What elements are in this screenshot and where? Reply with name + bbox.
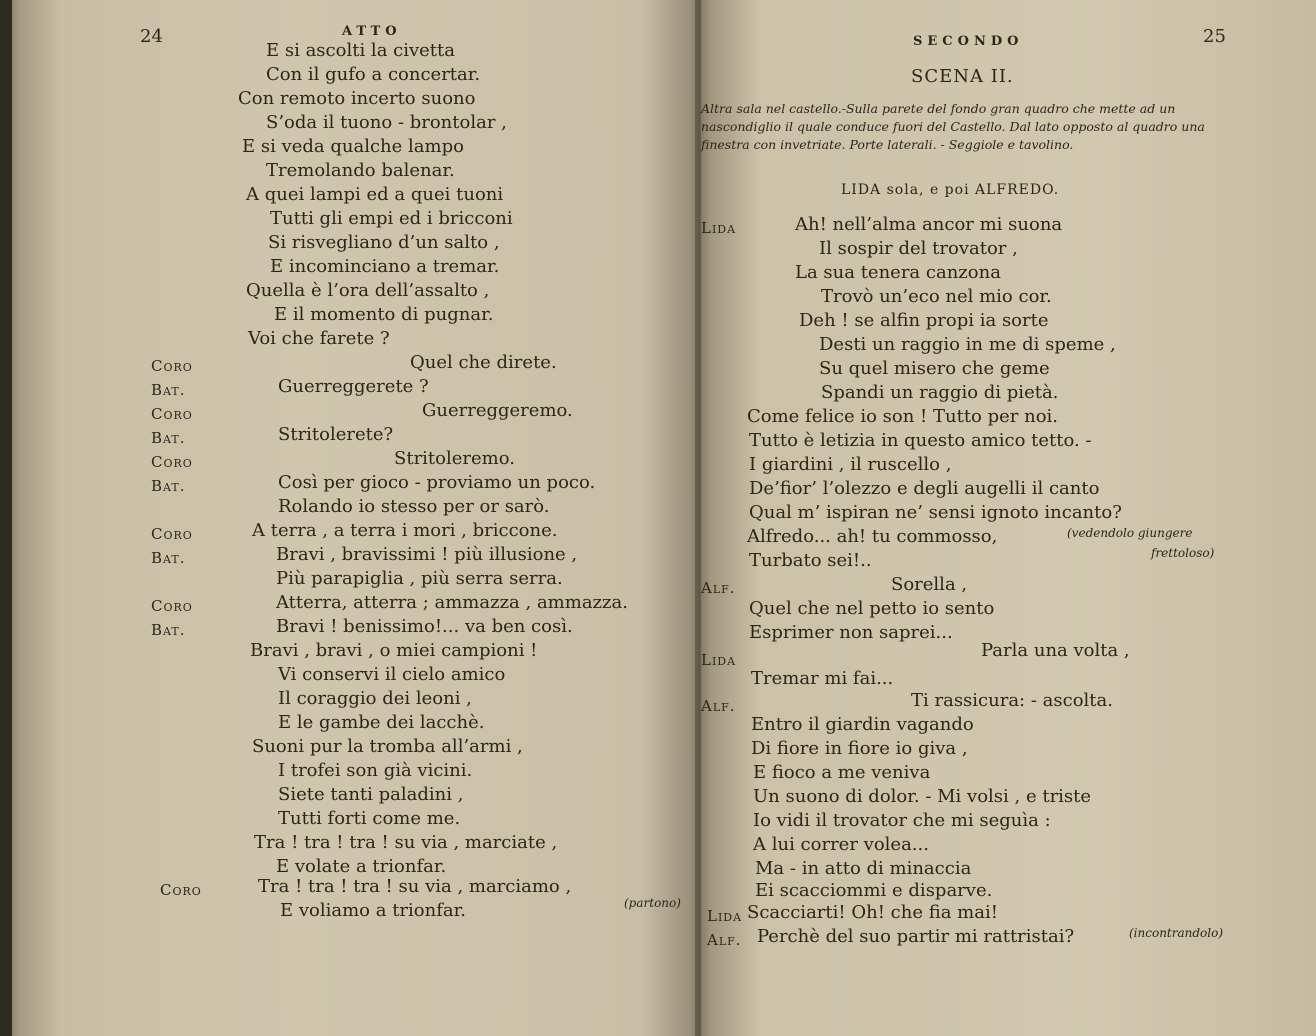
verse-line: E volate a trionfar.: [276, 856, 447, 877]
speaker-label: Lida: [701, 219, 737, 237]
verse-line: Quel che nel petto io sento: [749, 598, 995, 619]
verse-line: Guerreggerete ?: [278, 376, 429, 397]
running-head-left: ATTO: [342, 24, 402, 39]
verse-line: Si risvegliano d’un salto ,: [268, 232, 500, 253]
verse-line: Atterra, atterra ; ammazza , ammazza.: [276, 592, 628, 613]
verse-line: Quella è l’ora dell’assalto ,: [246, 280, 490, 301]
page-number-right: 25: [1203, 26, 1226, 47]
speaker-label: Alf.: [707, 931, 742, 949]
verse-line: Trovò un’eco nel mio cor.: [821, 286, 1052, 307]
verse-line: Alfredo... ah! tu commosso,: [747, 526, 998, 547]
verse-line: Quel che direte.: [410, 352, 557, 373]
verse-line: Tutto è letizia in questo amico tetto. -: [749, 430, 1092, 451]
speaker-label: Coro: [151, 453, 193, 471]
verse-line: Entro il giardin vagando: [751, 714, 974, 735]
verse-line: Parla una volta ,: [981, 640, 1130, 661]
verse-line: Ti rassicura: - ascolta.: [911, 690, 1113, 711]
verse-line: Voi che farete ?: [248, 328, 390, 349]
book-edge: [0, 0, 12, 1036]
verse-line: E voliamo a trionfar.: [280, 900, 466, 921]
character-list: LIDA sola, e poi ALFREDO.: [841, 182, 1060, 198]
verse-line: Deh ! se alfin propi ia sorte: [799, 310, 1049, 331]
verse-line: E fioco a me veniva: [753, 762, 931, 783]
verse-line: A terra , a terra i mori , briccone.: [252, 520, 558, 541]
verse-line: Più parapiglia , più serra serra.: [276, 568, 563, 589]
right-page: [701, 0, 1316, 1036]
verse-line: Perchè del suo partir mi rattristai?: [757, 926, 1075, 947]
verse-line: Bravi , bravi , o miei campioni !: [250, 640, 538, 661]
speaker-label: Lida: [707, 907, 743, 925]
verse-line: Il sospir del trovator ,: [819, 238, 1018, 259]
verse-line: S’oda il tuono - brontolar ,: [266, 112, 507, 133]
verse-line: Bravi , bravissimi ! più illusione ,: [276, 544, 578, 565]
speaker-label: Bat.: [151, 429, 186, 447]
verse-line: Ei scacciommi e disparve.: [755, 880, 993, 901]
verse-line: Come felice io son ! Tutto per noi.: [747, 406, 1059, 427]
speaker-label: Alf.: [701, 579, 736, 597]
verse-line: Bravi ! benissimo!... va ben così.: [276, 616, 573, 637]
running-head-right: SECONDO: [913, 34, 1024, 49]
speaker-label: Bat.: [151, 621, 186, 639]
speaker-label: Coro: [151, 525, 193, 543]
verse-line: E si ascolti la civetta: [266, 40, 455, 61]
verse-line: Così per gioco - proviamo un poco.: [278, 472, 596, 493]
speaker-label: Bat.: [151, 477, 186, 495]
verse-line: Il coraggio dei leoni ,: [278, 688, 472, 709]
verse-line: Guerreggeremo.: [422, 400, 573, 421]
verse-line: Tra ! tra ! tra ! su via , marciate ,: [254, 832, 558, 853]
speaker-label: Coro: [151, 357, 193, 375]
stage-direction: (partono): [624, 896, 681, 910]
verse-line: Ah! nell’alma ancor mi suona: [795, 214, 1063, 235]
verse-line: E si veda qualche lampo: [242, 136, 464, 157]
verse-line: Turbato sei!..: [749, 550, 872, 571]
verse-line: Su quel misero che geme: [819, 358, 1050, 379]
speaker-label: Lida: [701, 651, 737, 669]
verse-line: Sorella ,: [891, 574, 968, 595]
verse-line: Con il gufo a concertar.: [266, 64, 481, 85]
page-number-left: 24: [140, 26, 163, 47]
verse-line: Stritolerete?: [278, 424, 394, 445]
verse-line: Scacciarti! Oh! che fia mai!: [747, 902, 998, 923]
verse-line: Tra ! tra ! tra ! su via , marciamo ,: [258, 876, 572, 897]
verse-line: Tutti gli empi ed i bricconi: [270, 208, 513, 229]
speaker-label: Bat.: [151, 549, 186, 567]
speaker-label: Coro: [160, 881, 202, 899]
verse-line: Tremolando balenar.: [266, 160, 455, 181]
verse-line: Io vidi il trovator che mi seguìa :: [753, 810, 1051, 831]
verse-line: Rolando io stesso per or sarò.: [278, 496, 550, 517]
verse-line: A lui correr volea...: [753, 834, 929, 855]
verse-line: Stritoleremo.: [394, 448, 515, 469]
verse-line: Vi conservi il cielo amico: [278, 664, 506, 685]
stage-direction: (vedendolo giungere: [1067, 526, 1193, 540]
speaker-label: Bat.: [151, 381, 186, 399]
left-page: [12, 0, 695, 1036]
verse-line: E le gambe dei lacchè.: [278, 712, 485, 733]
scene-title: SCENA II.: [911, 66, 1014, 87]
verse-line: E il momento di pugnar.: [274, 304, 494, 325]
verse-line: Di fiore in fiore io giva ,: [751, 738, 968, 759]
verse-line: Ma - in atto di minaccia: [755, 858, 972, 879]
stage-direction: frettoloso): [1151, 546, 1215, 560]
speaker-label: Alf.: [701, 697, 736, 715]
verse-line: La sua tenera canzona: [795, 262, 1001, 283]
verse-line: I giardini , il ruscello ,: [749, 454, 952, 475]
scene-description: Altra sala nel castello.-Sulla parete del fondo gran quadro che mette ad un nascondiglio il quale conduce fuori del Castello. Dal lato opposto al quadro una finestra con invetriate. Porte laterali. - Seggiole e tavolino.: [701, 101, 1205, 152]
stage-direction: (incontrandolo): [1129, 926, 1224, 940]
verse-line: Un suono di dolor. - Mi volsi , e triste: [753, 786, 1092, 807]
verse-line: Tremar mi fai...: [751, 668, 894, 689]
verse-line: Con remoto incerto suono: [238, 88, 476, 109]
verse-line: Esprimer non saprei...: [749, 622, 953, 643]
verse-line: De’fior’ l’olezzo e degli augelli il canto: [749, 478, 1100, 499]
verse-line: I trofei son già vicini.: [278, 760, 473, 781]
verse-line: A quei lampi ed a quei tuoni: [246, 184, 504, 205]
speaker-label: Coro: [151, 597, 193, 615]
verse-line: E incominciano a tremar.: [270, 256, 500, 277]
verse-line: Qual m’ ispiran ne’ sensi ignoto incanto?: [749, 502, 1122, 523]
verse-line: Siete tanti paladini ,: [278, 784, 464, 805]
speaker-label: Coro: [151, 405, 193, 423]
verse-line: Tutti forti come me.: [278, 808, 461, 829]
verse-line: Spandi un raggio di pietà.: [821, 382, 1059, 403]
verse-line: Suoni pur la tromba all’armi ,: [252, 736, 523, 757]
verse-line: Desti un raggio in me di speme ,: [819, 334, 1116, 355]
